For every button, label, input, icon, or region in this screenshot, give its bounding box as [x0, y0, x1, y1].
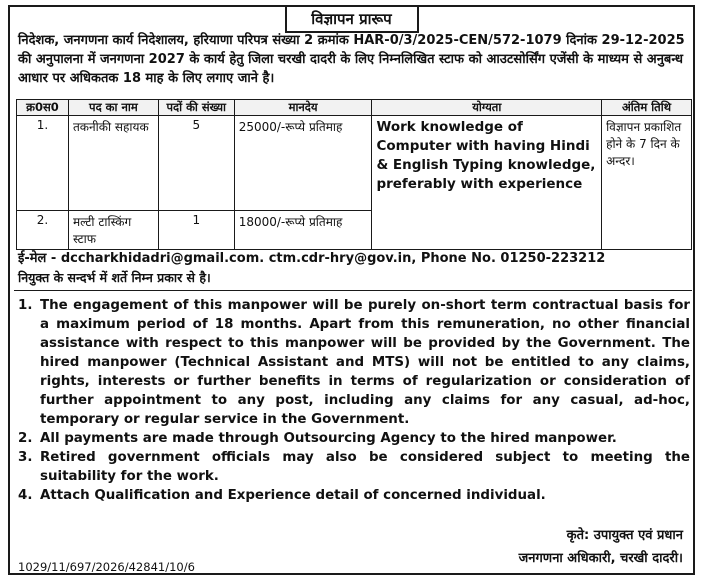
header-sno: क्र0स0 — [17, 100, 69, 116]
intro-paragraph: निदेशक, जनगणना कार्य निदेशालय, हरियाणा परिपत्र संख्या 2 क्रमांक HAR-0/3/2025-CEN/572-1079 दिनांक 29-12-2025 की अनुपालना में जनगणना 2027 के कार्य हेतु जिला चरखी दादरी के लिए निम्नलिखित स्टाफ को आउटसोर्सिंग एजेंसी के माध्यम से अनुबन्ध आधार पर अधिकतक 18 माह के लिए लगाए जाने है। — [18, 33, 685, 86]
list-item — [18, 429, 690, 448]
term-text: The engagement of this manpower will be purely on-short term contractual basis for a maximum period of 18 months. Apart from this remuneration, no other financial assistance with respect to this manpower will be provided by the Government. The hired manpower (Technical Assistant and MTS) will not be entitled to any claims, rights, interests or further benefits in terms of regularization or consideration of further appointment to any post, including any claims for any casual, ad-hoc, temporary or regular service in the Government. — [40, 298, 690, 427]
qualification-cell: Work knowledge of Computer with having Hindi & English Typing knowledge, preferably with experience — [372, 116, 602, 250]
signature-line-1: कृते: उपायुक्त एवं प्रधान — [566, 528, 683, 543]
table-row — [17, 116, 692, 211]
row-sno: 1. — [17, 116, 69, 211]
page-title: विज्ञापन प्रारूप — [285, 7, 419, 33]
row-post: मल्टी टास्किंग स्टाफ — [68, 211, 158, 250]
signature-line-2: जनगणना अधिकारी, चरखी दादरी। — [518, 551, 683, 566]
list-item — [18, 486, 690, 505]
header-qualification: योग्यता — [372, 100, 602, 116]
term-number: 1. — [18, 298, 33, 313]
row-count: 1 — [158, 211, 234, 250]
list-item — [18, 296, 690, 429]
term-number: 2. — [18, 431, 33, 446]
row-pay: 18000/-रूप्ये प्रतिमाह — [234, 211, 372, 250]
row-count: 5 — [158, 116, 234, 211]
row-sno: 2. — [17, 211, 69, 250]
term-number: 3. — [18, 450, 33, 465]
row-pay: 25000/-रूप्ये प्रतिमाह — [234, 116, 372, 211]
divider — [14, 290, 692, 291]
list-item — [18, 448, 690, 486]
terms-list — [18, 296, 690, 505]
term-text: Attach Qualification and Experience detail of concerned individual. — [40, 488, 546, 503]
table-header-row — [17, 100, 692, 116]
term-text: Retired government officials may also be considered subject to meeting the suitability for the work. — [40, 450, 690, 484]
header-post: पद का नाम — [68, 100, 158, 116]
header-pay: मानदेय — [234, 100, 372, 116]
advertisement-frame — [8, 5, 695, 575]
term-text: All payments are made through Outsourcing Agency to the hired manpower. — [40, 431, 617, 446]
row-post: तकनीकी सहायक — [68, 116, 158, 211]
posts-table — [16, 99, 692, 250]
reference-number: 1029/11/697/2026/42841/10/6 — [18, 560, 195, 574]
header-count: पदों की संख्या — [158, 100, 234, 116]
contact-line: ई-मेल - dccharkhidadri@gmail.com. ctm.cdr-hry@gov.in, Phone No. 01250-223212 — [18, 251, 606, 266]
header-last-date: अंतिम तिथि — [602, 100, 692, 116]
term-number: 4. — [18, 488, 33, 503]
last-date-cell: विज्ञापन प्रकाशित होने के 7 दिन के अन्दर। — [602, 116, 692, 250]
terms-heading: नियुक्त के सन्दर्भ में शर्ते निम्न प्रकार से है। — [18, 270, 211, 285]
